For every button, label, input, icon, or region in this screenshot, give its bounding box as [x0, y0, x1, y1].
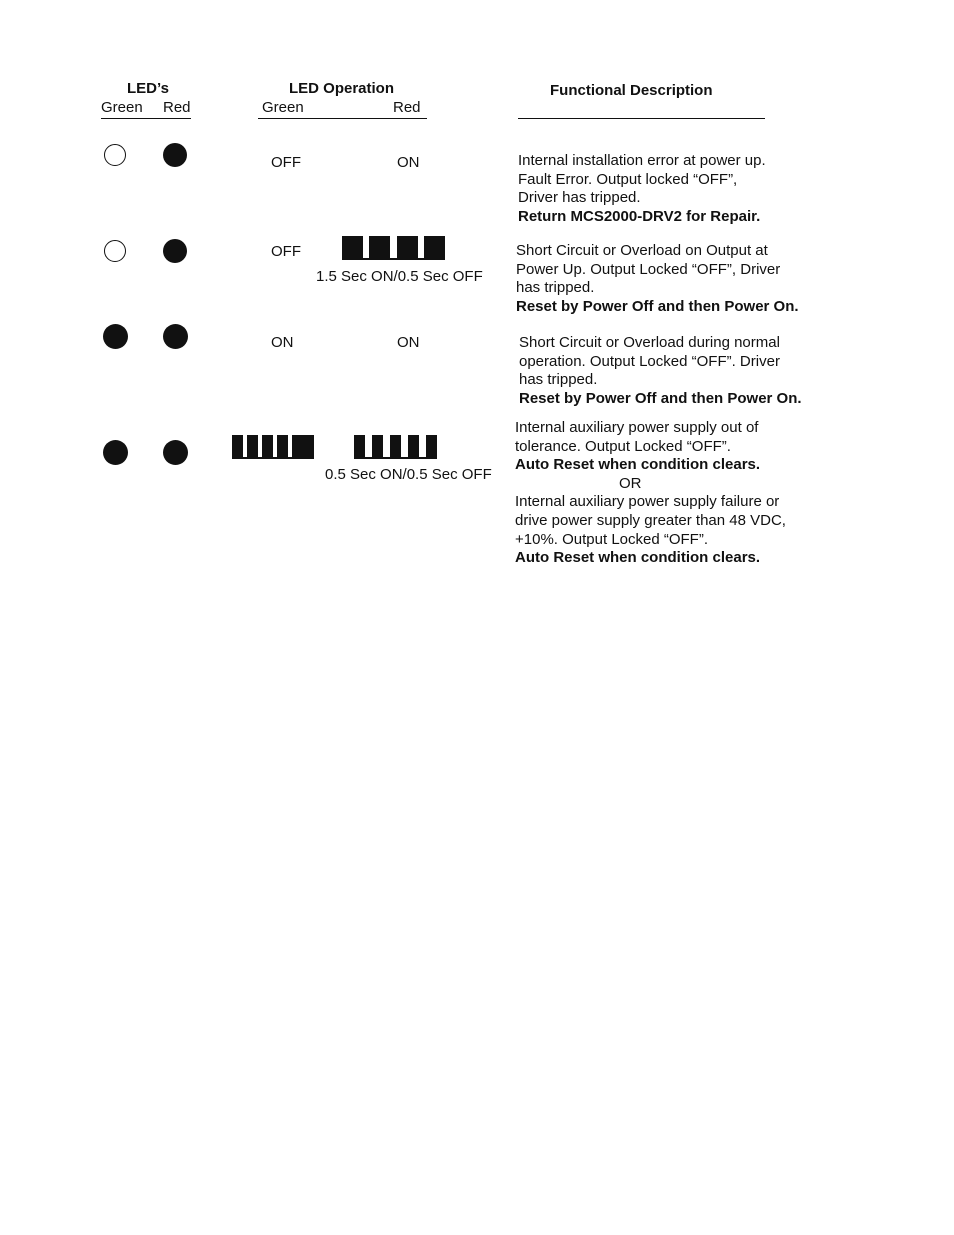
row3-desc-action: Reset by Power Off and then Power On. [519, 389, 802, 407]
red-fast-blink-waveform-icon [354, 435, 437, 459]
row3-description [519, 334, 802, 408]
row2-green-state: OFF [271, 243, 301, 260]
row2-description [516, 242, 799, 316]
row2-desc-line: Short Circuit or Overload on Output at [516, 242, 768, 259]
row1-description [518, 152, 766, 226]
row3-green-state: ON [271, 334, 294, 351]
row1-desc-action: Return MCS2000-DRV2 for Repair. [518, 207, 761, 225]
row4-desc-line: +10%. Output Locked “OFF”. [515, 530, 709, 548]
row3-desc-line: has tripped. [519, 371, 598, 389]
row1-green-state: OFF [271, 154, 301, 171]
row2-desc-line: Power Up. Output Locked “OFF”, Driver [516, 260, 781, 278]
description-header-rule [518, 118, 765, 119]
row4-blink-label: 0.5 Sec ON/0.5 Sec OFF [325, 466, 492, 483]
row3-red-state: ON [397, 334, 420, 351]
row4-desc-line: Internal auxiliary power supply out of [515, 419, 759, 436]
row1-desc-line: Driver has tripped. [518, 189, 641, 207]
green-led-on-icon [103, 324, 128, 349]
row4-desc-line: Internal auxiliary power supply failure or [515, 493, 780, 511]
slow-blink-waveform-icon [342, 236, 445, 260]
leds-header-rule [101, 118, 191, 119]
green-fast-blink-waveform-icon [232, 435, 314, 459]
row4-desc-line: tolerance. Output Locked “OFF”. [515, 437, 731, 455]
leds-red-label: Red [163, 99, 191, 116]
row4-desc-action: Auto Reset when condition clears. [515, 549, 761, 567]
operation-header-rule [258, 118, 427, 119]
row1-red-state: ON [397, 154, 420, 171]
red-led-on-icon [163, 143, 187, 167]
row3-desc-line: Short Circuit or Overload during normal [519, 334, 780, 351]
green-led-off-icon [104, 240, 126, 262]
row3-desc-line: operation. Output Locked “OFF”. Driver [519, 352, 780, 370]
red-led-on-icon [163, 239, 187, 263]
row4-description [515, 419, 786, 568]
row1-desc-line: Internal installation error at power up. [518, 152, 766, 169]
green-led-on-icon [103, 440, 128, 465]
led-operation-header: LED Operation [289, 80, 395, 97]
row2-desc-line: has tripped. [516, 279, 595, 297]
row2-desc-action: Reset by Power Off and then Power On. [516, 297, 799, 315]
functional-description-header: Functional Description [550, 82, 713, 99]
green-led-off-icon [104, 144, 126, 166]
operation-red-label: Red [393, 99, 421, 116]
operation-green-label: Green [262, 99, 304, 116]
red-led-on-icon [163, 324, 188, 349]
row4-desc-line: drive power supply greater than 48 VDC, [515, 511, 786, 529]
red-led-on-icon [163, 440, 188, 465]
row2-red-blink-label: 1.5 Sec ON/0.5 Sec OFF [316, 268, 483, 285]
row4-desc-action: Auto Reset when condition clears. [515, 456, 761, 474]
leds-green-label: Green [101, 99, 143, 116]
row1-desc-line: Fault Error. Output locked “OFF”, [518, 170, 738, 188]
leds-header: LED’s [127, 80, 169, 97]
row4-desc-or: OR [619, 474, 642, 492]
